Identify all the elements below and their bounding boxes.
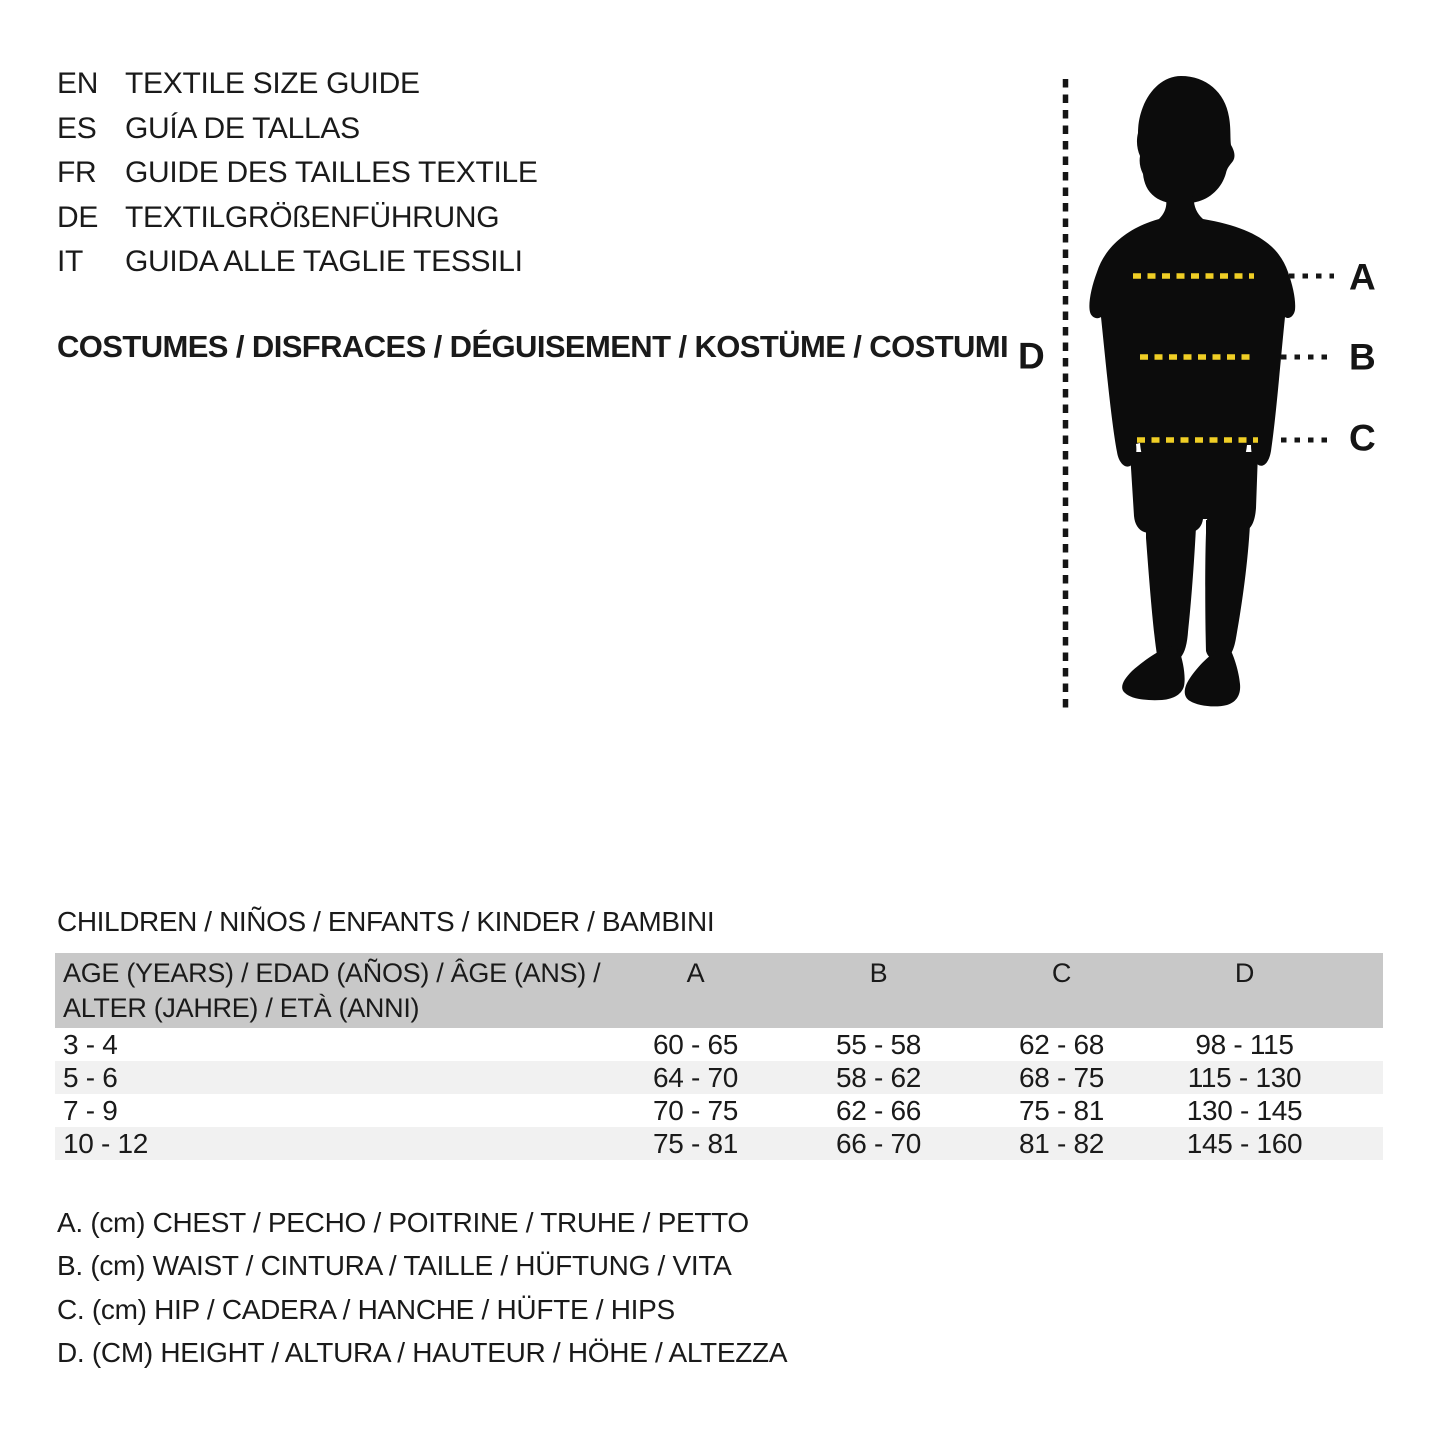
figure-label-d: D	[1018, 335, 1045, 377]
lang-row-fr	[57, 151, 538, 196]
cell-b: 58 - 62	[835, 1061, 922, 1093]
table-row	[55, 1094, 1383, 1127]
cell-d: 115 - 130	[1187, 1061, 1302, 1093]
lang-row-es	[57, 107, 538, 152]
cell-age: 10 - 12	[63, 1127, 149, 1159]
cell-d: 98 - 115	[1195, 1028, 1294, 1060]
figure-label-c: C	[1349, 417, 1376, 459]
measurement-legend	[57, 1201, 787, 1375]
size-table-header	[55, 953, 1383, 1028]
lang-code: DE	[57, 200, 99, 234]
silhouette-torso	[1089, 194, 1295, 467]
language-title-list	[57, 62, 538, 285]
silhouette-shorts	[1130, 452, 1258, 533]
table-row	[55, 1127, 1383, 1160]
cell-a: 64 - 70	[652, 1061, 739, 1093]
lang-code: FR	[57, 156, 97, 190]
silhouette-left-shoe	[1122, 646, 1184, 700]
header-col-b: B	[869, 958, 888, 988]
cell-b: 66 - 70	[835, 1127, 922, 1159]
silhouette-left-leg	[1146, 525, 1196, 662]
table-row	[55, 1028, 1383, 1061]
cell-a: 60 - 65	[652, 1028, 739, 1060]
measurement-diagram	[1000, 55, 1390, 735]
cell-c: 62 - 68	[1018, 1028, 1105, 1060]
figure-label-a: A	[1349, 256, 1376, 298]
legend-waist: B. (cm) WAIST / CINTURA / TAILLE / HÜFTUNG / VITA	[57, 1250, 732, 1282]
lang-code: ES	[57, 111, 97, 145]
child-silhouette-figure	[1089, 76, 1295, 706]
cell-age: 5 - 6	[63, 1061, 118, 1093]
cell-b: 55 - 58	[835, 1028, 922, 1060]
legend-hip: C. (cm) HIP / CADERA / HANCHE / HÜFTE / HIPS	[57, 1293, 675, 1325]
cell-d: 145 - 160	[1186, 1127, 1303, 1159]
cell-c: 81 - 82	[1018, 1127, 1105, 1159]
figure-label-b: B	[1349, 336, 1376, 378]
lang-title: GUIDA ALLE TAGLIE TESSILI	[125, 245, 523, 279]
silhouette-right-leg	[1205, 520, 1250, 661]
lang-row-it	[57, 240, 538, 285]
cell-a: 70 - 75	[652, 1094, 739, 1126]
table-section-title: CHILDREN / NIÑOS / ENFANTS / KINDER / BAMBINI	[57, 906, 715, 937]
lang-title: TEXTILGRÖßENFÜHRUNG	[125, 200, 500, 234]
lang-title: GUIDE DES TAILLES TEXTILE	[125, 156, 538, 190]
table-row	[55, 1061, 1383, 1094]
size-table	[55, 953, 1383, 1160]
silhouette-right-shoe	[1185, 648, 1240, 706]
size-table-body	[55, 1028, 1383, 1160]
cell-c: 75 - 81	[1018, 1094, 1105, 1126]
legend-height: D. (CM) HEIGHT / ALTURA / HAUTEUR / HÖHE / ALTEZZA	[57, 1337, 788, 1369]
header-col-d: D	[1234, 958, 1255, 988]
legend-chest: A. (cm) CHEST / PECHO / POITRINE / TRUHE / PETTO	[57, 1206, 749, 1238]
cell-d: 130 - 145	[1186, 1094, 1303, 1126]
header-col-a: A	[686, 958, 705, 988]
header-age-line2: ALTER (JAHRE) / ETÀ (ANNI)	[63, 993, 420, 1023]
silhouette-head	[1137, 76, 1235, 204]
cell-age: 7 - 9	[63, 1094, 118, 1126]
lang-row-de	[57, 196, 538, 241]
cell-age: 3 - 4	[63, 1028, 118, 1060]
category-title: COSTUMES / DISFRACES / DÉGUISEMENT / KOSTÜME / COSTUMI	[57, 329, 1009, 364]
lang-code: IT	[57, 245, 84, 279]
lang-code: EN	[57, 67, 99, 101]
lang-title: TEXTILE SIZE GUIDE	[125, 67, 420, 101]
cell-a: 75 - 81	[652, 1127, 739, 1159]
lang-row-en	[57, 62, 538, 107]
cell-c: 68 - 75	[1018, 1061, 1105, 1093]
header-age-line1: AGE (YEARS) / EDAD (AÑOS) / ÂGE (ANS) /	[63, 958, 601, 988]
header-col-c: C	[1051, 958, 1072, 988]
cell-b: 62 - 66	[835, 1094, 922, 1126]
lang-title: GUÍA DE TALLAS	[125, 111, 360, 145]
